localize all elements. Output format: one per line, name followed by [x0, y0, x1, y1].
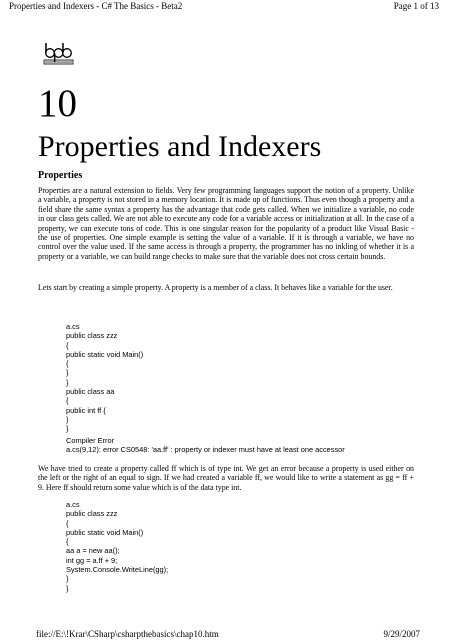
code-line: public class zzz [66, 331, 118, 341]
code-line: { [66, 396, 69, 406]
code-line: { [66, 518, 69, 528]
code-line: { [66, 359, 69, 369]
code-line: a.cs [66, 322, 80, 331]
code-block-2 [66, 500, 168, 593]
compiler-error-message: a.cs(9,12): error CS0548: 'aa.ff' : property or indexer must have at least one accessor [66, 445, 345, 455]
code-line: public class aa [66, 387, 115, 397]
code-line: int gg = a.ff + 9; [66, 555, 118, 565]
code-line: public static void Main() [66, 349, 144, 359]
code-block-1 [66, 322, 143, 434]
code-line: public class zzz [66, 509, 118, 519]
code-line: System.Console.WriteLine(gg); [66, 565, 169, 575]
file-path: file://E:\!Krar\CSharp\csharpthebasics\chap10.htm [36, 629, 219, 639]
code-line: a.cs [66, 500, 80, 509]
code-line: } [66, 377, 69, 387]
print-date: 9/29/2007 [383, 629, 420, 639]
paragraph-simple-property: Lets start by creating a simple property. A property is a member of a class. It behaves like a variable for the user. [38, 283, 393, 292]
code-line: } [66, 424, 69, 434]
section-heading: Properties [38, 170, 83, 181]
chapter-title: Properties and Indexers [38, 130, 322, 163]
code-line: public int ff { [66, 405, 106, 415]
code-line: } [66, 574, 69, 584]
compiler-error-label: Compiler Error [66, 436, 115, 445]
paragraph-intro: Properties are a natural extension to fields. Very few programming languages support the notion of a property. Unlike a variable, a property is not stored in a memory location. It is made up of functions. Thus even though a property and a field share the same syntax a property has the advantage that code gets called. When we initialize a variable, no code in our class gets called. We are not able to execute any code for a variable access or initialization at all. In the case of a property, we can execute tons of code. This is one singular reason for the popularity of a product like Visual Basic - the use of properties. One simple example is setting the value of a variable. If it is through a variable, we have no control over the value used. If the same access is through a property, the programmer has no inkling of whether it is a property or a variable, we can build range checks to make sure that the variable does not cross certain bounds. [38, 186, 414, 261]
code-line: { [66, 340, 69, 350]
code-line: public static void Main() [66, 527, 144, 537]
code-line: } [66, 414, 69, 424]
bpb-logo-icon [42, 41, 75, 69]
compiler-error [66, 436, 345, 455]
code-line: { [66, 537, 69, 547]
page-indicator: Page 1 of 13 [393, 1, 439, 11]
code-line: } [66, 583, 69, 593]
code-line: aa a = new aa(); [66, 546, 120, 556]
paragraph-error-explanation: We have tried to create a property called ff which is of type int. We get an error because a property is used either on the left or the right of an equal to sign. If we had created a variable ff, we would like to write a statement as gg = ff + 9. Here ff should return some value which is of the data type int. [38, 464, 414, 492]
chapter-number: 10 [38, 82, 77, 125]
code-line: } [66, 368, 69, 378]
document-title: Properties and Indexers - C# The Basics - Beta2 [9, 1, 183, 11]
